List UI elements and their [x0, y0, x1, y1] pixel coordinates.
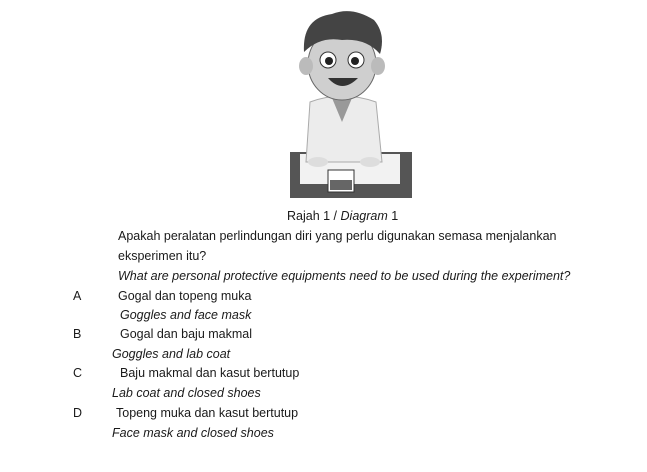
- option-d-ms: Topeng muka dan kasut bertutup: [116, 406, 299, 420]
- option-d-letter: D: [73, 406, 83, 420]
- option-c-ms: Baju makmal dan kasut bertutup: [120, 366, 300, 380]
- question-en: What are personal protective equipments need to be used during the experiment?: [118, 269, 571, 283]
- option-c-letter: C: [73, 366, 83, 380]
- diagram-caption: [287, 209, 398, 224]
- caption-en: Diagram: [340, 209, 388, 223]
- option-a-en: Goggles and face mask: [120, 308, 252, 322]
- option-b-ms: Gogal dan baju makmal: [120, 327, 253, 341]
- student-illustration: [262, 2, 422, 198]
- option-d-en: Face mask and closed shoes: [112, 426, 274, 440]
- question-ms-line1: Apakah peralatan perlindungan diri yang perlu digunakan semasa menjalankan: [118, 229, 557, 243]
- option-b-en: Goggles and lab coat: [112, 347, 231, 361]
- option-b-letter: B: [73, 327, 82, 341]
- caption-num: 1: [387, 209, 399, 223]
- caption-ms: Rajah 1 /: [287, 209, 341, 223]
- option-c-en: Lab coat and closed shoes: [112, 386, 261, 400]
- question-ms-line2: eksperimen itu?: [118, 249, 207, 263]
- option-a-ms: Gogal dan topeng muka: [118, 289, 252, 303]
- option-a-letter: A: [73, 289, 82, 303]
